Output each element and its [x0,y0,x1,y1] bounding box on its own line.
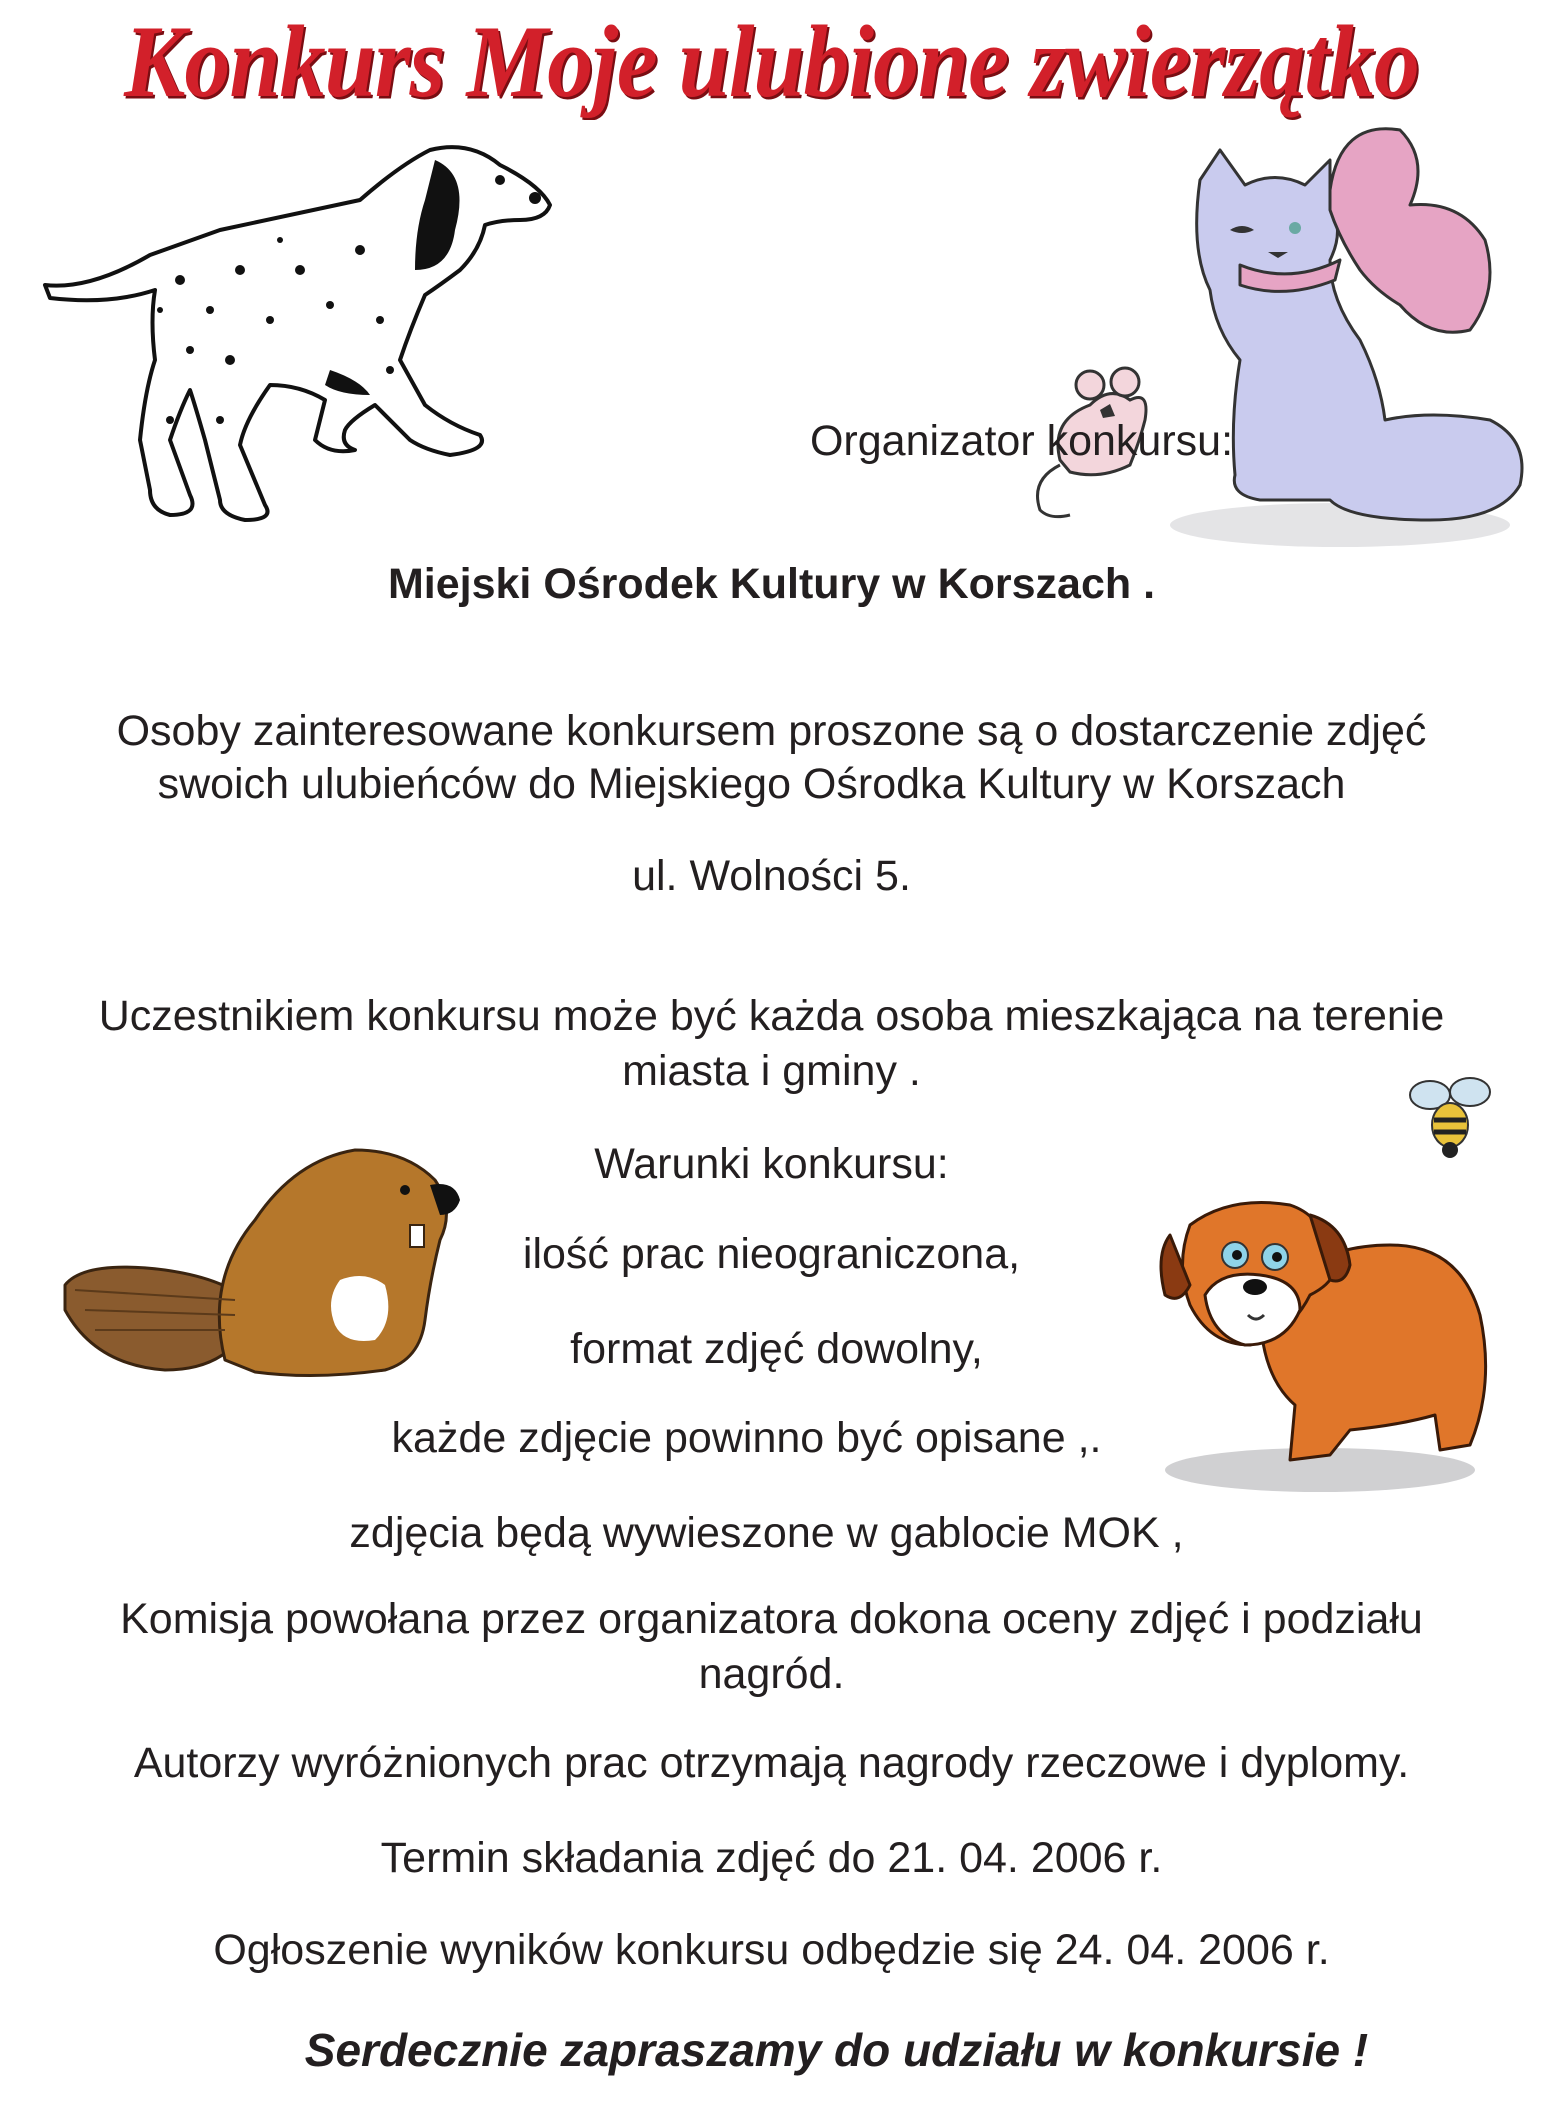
poster-title: Konkurs Moje ulubione zwierzątko [124,4,1419,119]
jury-line-1: Komisja powołana przez organizatora dokona oceny zdjęć i podziału [120,1595,1423,1643]
cat-with-bow-illustration [1030,120,1530,550]
condition-item-2: format zdjęć dowolny, [570,1325,983,1373]
invitation-text: Serdecznie zapraszamy do udziału w konkursie ! [304,2024,1369,2076]
submission-line-2: swoich ulubieńców do Miejskiego Ośrodka Kultury w Korszach [157,760,1346,808]
condition-item-4: zdjęcia będą wywieszone w gablocie MOK , [349,1509,1184,1557]
jury-line-2: nagród. [698,1650,845,1698]
condition-item-3: każde zdjęcie powinno być opisane ,. [391,1414,1102,1462]
conditions-heading: Warunki konkursu: [594,1140,949,1188]
condition-item-1: ilość prac nieograniczona, [522,1230,1021,1278]
eligibility-line-1: Uczestnikiem konkursu może być każda osoba mieszkająca na terenie [98,992,1445,1040]
dalmatian-illustration [30,120,570,540]
organizer-label: Organizator konkursu: [809,417,1234,465]
prizes-text: Autorzy wyróżnionych prac otrzymają nagrody rzeczowe i dyplomy. [133,1739,1410,1787]
eligibility-line-2: miasta i gminy . [622,1047,921,1095]
results-text: Ogłoszenie wyników konkursu odbędzie się 24. 04. 2006 r. [213,1926,1330,1974]
submission-line-1: Osoby zainteresowane konkursem proszone są o dostarczenie zdjęć [116,707,1427,755]
deadline-text: Termin składania zdjęć do 21. 04. 2006 r. [380,1834,1163,1882]
organizer-name: Miejski Ośrodek Kultury w Korszach . [387,560,1156,608]
submission-address: ul. Wolności 5. [632,852,911,900]
